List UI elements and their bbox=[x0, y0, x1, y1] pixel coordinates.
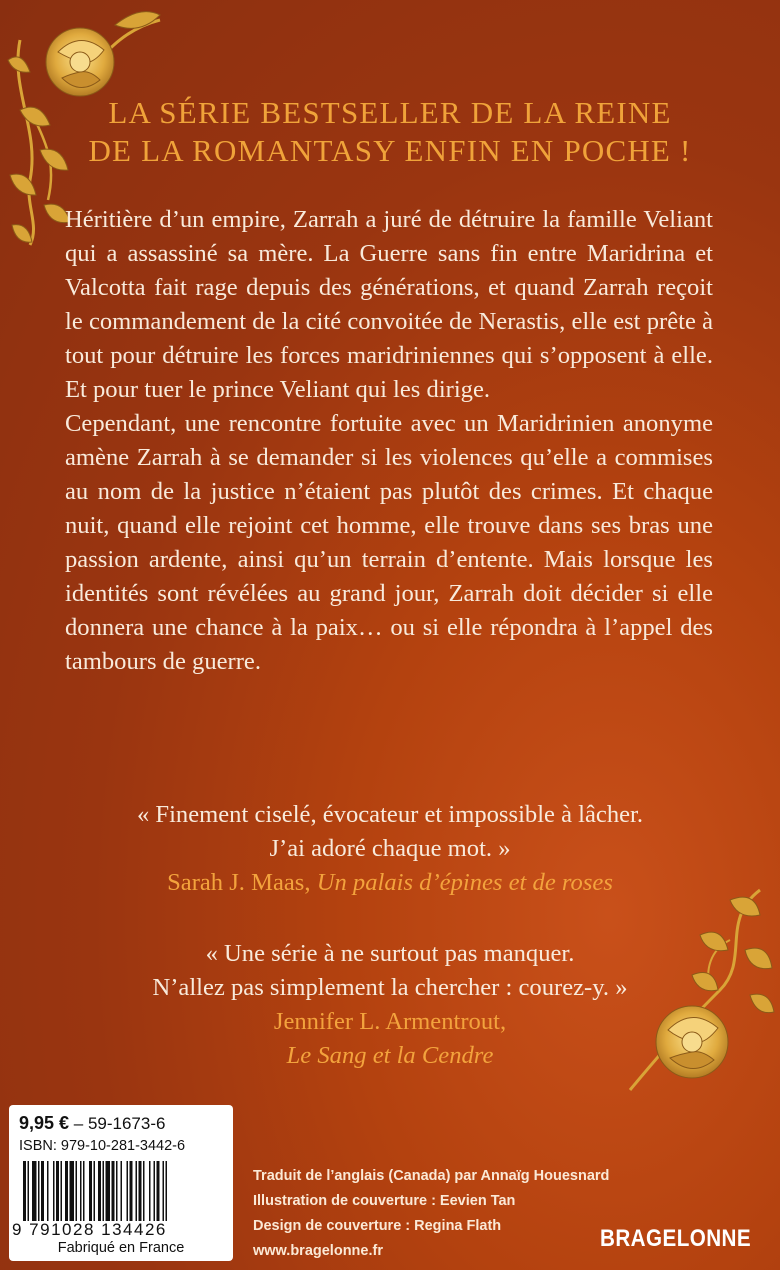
synopsis bbox=[65, 203, 713, 679]
barcode-bar bbox=[41, 1161, 44, 1221]
review-quote-1 bbox=[40, 798, 740, 900]
quote-line: « Finement ciselé, évocateur et impossible à lâcher. bbox=[136, 801, 644, 828]
barcode-bar bbox=[163, 1161, 165, 1221]
quote-line: J’ai adoré chaque mot. » bbox=[269, 835, 511, 862]
barcode-bar bbox=[83, 1161, 85, 1221]
barcode-bar bbox=[98, 1161, 101, 1221]
credit-translation: Traduit de l’anglais (Canada) par Annaïg Houesnard bbox=[253, 1168, 610, 1184]
quote-author: Jennifer L. Armentrout, bbox=[273, 1008, 507, 1035]
barcode-bar bbox=[80, 1161, 82, 1221]
barcode-bar bbox=[106, 1161, 111, 1221]
tagline-line-1: LA SÉRIE BESTSELLER DE LA REINE bbox=[108, 95, 672, 130]
barcode-bar bbox=[149, 1161, 151, 1221]
quote-work-title: Le Sang et la Cendre bbox=[286, 1042, 494, 1069]
quote-line: « Une série à ne surtout pas manquer. bbox=[205, 940, 575, 967]
publisher-logo: BRAGELONNE bbox=[600, 1225, 752, 1252]
made-in: Fabriqué en France bbox=[57, 1240, 185, 1256]
barcode-bar bbox=[116, 1161, 118, 1221]
credits bbox=[253, 1164, 609, 1264]
barcode-bar bbox=[121, 1161, 123, 1221]
barcode-bar bbox=[76, 1161, 78, 1221]
barcode-bar bbox=[157, 1161, 160, 1221]
barcode-bar bbox=[139, 1161, 142, 1221]
quote-work: Un palais d’épines et de roses bbox=[316, 869, 613, 896]
isbn: ISBN: 979-10-281-3442-6 bbox=[19, 1138, 186, 1154]
barcode-bar bbox=[166, 1161, 168, 1221]
review-quote-2 bbox=[40, 937, 740, 1073]
barcode-bar bbox=[56, 1161, 59, 1221]
quote-work bbox=[40, 1039, 740, 1073]
barcode-digits: 9 791028 134426 bbox=[12, 1220, 167, 1239]
price-row bbox=[19, 1113, 165, 1134]
publisher-website: www.bragelonne.fr bbox=[253, 1243, 383, 1259]
tagline-line-2: DE LA ROMANTASY ENFIN EN POCHE ! bbox=[88, 133, 692, 168]
barcode-box bbox=[9, 1105, 233, 1261]
quote-line: N’allez pas simplement la chercher : courez-y. » bbox=[152, 974, 628, 1001]
barcode-bar bbox=[112, 1161, 115, 1221]
tagline bbox=[0, 94, 780, 170]
quote-attribution bbox=[40, 866, 740, 900]
quote-author: Sarah J. Maas, bbox=[167, 869, 311, 896]
barcode-bar bbox=[23, 1161, 26, 1221]
synopsis-paragraph-2: Cependant, une rencontre fortuite avec un Maridrinien anonyme amène Zarrah à se demander si les violences qu’elle a commises au nom de la justice n’étaient pas plutôt des crimes. Et chaque nuit, quand elle rejoint cet homme, elle trouve dans ses bras une passion ardente, ainsi qu’un terrain d’entente. Mais lorsque les identités sont révélées au grand jour, Zarrah doit décider si elle donnera une chance à la paix… ou si elle répondra à l’appel des tambours de guerre. bbox=[65, 410, 713, 675]
synopsis-paragraph-1: Héritière d’un empire, Zarrah a juré de détruire la famille Veliant qui a assassiné sa mère. La Guerre sans fin entre Maridrina et Valcotta fait rage depuis des générations, et quand Zarrah reçoit le commandement de la cité convoitée de Nerastis, elle est prête à tout pour détruire les forces maridriniennes qui s’opposent à elle. Et pour tuer le prince Veliant qui les dirige. bbox=[65, 206, 713, 403]
barcode-bar bbox=[28, 1161, 30, 1221]
barcode-bar bbox=[94, 1161, 96, 1221]
barcode-bar bbox=[38, 1161, 40, 1221]
barcode-bar bbox=[53, 1161, 55, 1221]
barcode-bar bbox=[154, 1161, 156, 1221]
barcode-bar bbox=[143, 1161, 145, 1221]
barcode-bar bbox=[136, 1161, 138, 1221]
barcode-icon bbox=[23, 1161, 219, 1221]
credit-illustration: Illustration de couverture : Eevien Tan bbox=[253, 1193, 516, 1209]
barcode-bar bbox=[70, 1161, 75, 1221]
barcode-bar bbox=[130, 1161, 133, 1221]
barcode-bar bbox=[127, 1161, 129, 1221]
barcode-bar bbox=[47, 1161, 49, 1221]
product-code: – 59-1673-6 bbox=[69, 1114, 166, 1133]
barcode-bar bbox=[32, 1161, 37, 1221]
barcode-bar bbox=[61, 1161, 63, 1221]
price: 9,95 € bbox=[19, 1113, 70, 1133]
credit-design: Design de couverture : Regina Flath bbox=[253, 1218, 502, 1234]
barcode-bar bbox=[103, 1161, 105, 1221]
barcode-bar bbox=[89, 1161, 92, 1221]
barcode-bar bbox=[65, 1161, 68, 1221]
